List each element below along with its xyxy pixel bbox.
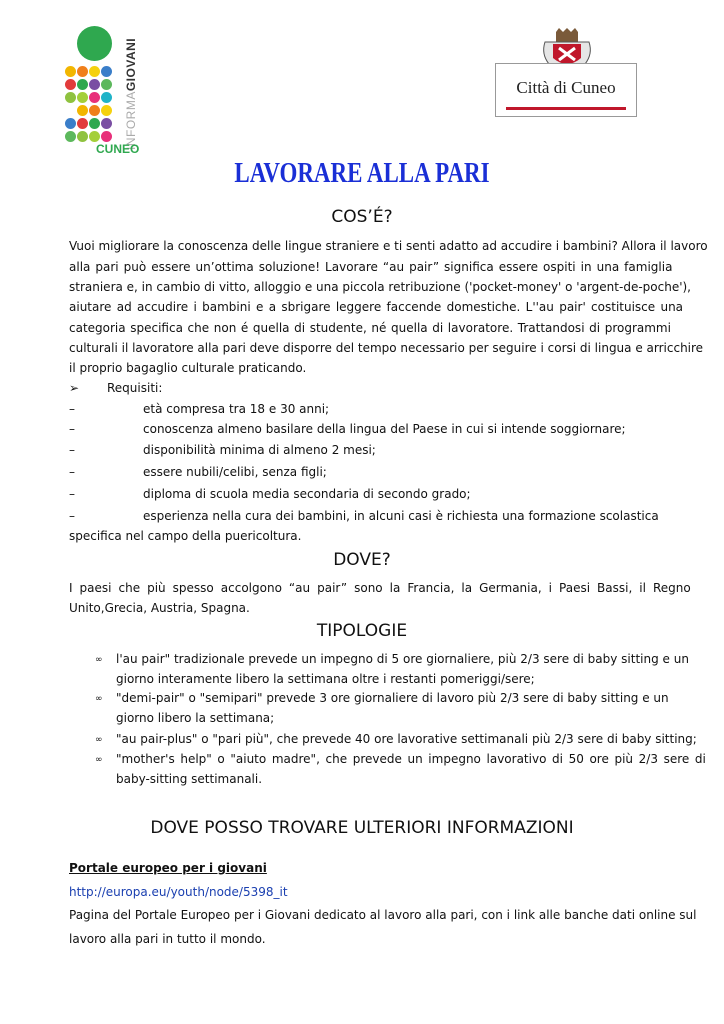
logo-dot bbox=[89, 118, 100, 129]
dove-line: I paesi che più spesso accolgono “au pair” sono la Francia, la Germania, i Paesi Bassi, il Regno bbox=[69, 581, 691, 595]
logo-dot bbox=[89, 92, 100, 103]
page-title: LAVORARE ALLA PARI bbox=[234, 158, 490, 189]
infinity-bullet-icon: ∞ bbox=[95, 655, 103, 665]
logo-dot bbox=[65, 92, 76, 103]
dash-icon: – bbox=[69, 487, 75, 501]
citta-logo-bar bbox=[506, 107, 626, 110]
logo-dot bbox=[77, 92, 88, 103]
tipologia-line: giorno libero la settimana; bbox=[116, 711, 275, 725]
logo-dot bbox=[65, 66, 76, 77]
logo-dot bbox=[65, 131, 76, 142]
section-heading-cose: COS’É? bbox=[331, 207, 393, 227]
requisito-item: età compresa tra 18 e 30 anni; bbox=[143, 402, 330, 416]
tipologia-line: l'au pair" tradizionale prevede un impegno di 5 ore giornaliere, più 2/3 sere di baby sitting e un bbox=[116, 652, 689, 666]
section-heading-tipologie: TIPOLOGIE bbox=[316, 621, 408, 641]
logo-dot bbox=[101, 92, 112, 103]
dove-line: Unito,Grecia, Austria, Spagna. bbox=[69, 601, 250, 615]
infinity-bullet-icon: ∞ bbox=[95, 755, 103, 765]
intro-line: culturali il lavoratore alla pari deve disporre del tempo necessario per seguire i corsi di lingua e arricchire bbox=[69, 341, 704, 355]
infinity-bullet-icon: ∞ bbox=[95, 694, 103, 704]
tipologia-line: baby-sitting settimanali. bbox=[116, 772, 263, 786]
intro-line: il proprio bagaglio culturale praticando. bbox=[69, 361, 307, 375]
logo-dot bbox=[101, 131, 112, 142]
requisito-continuation: specifica nel campo della puericoltura. bbox=[69, 529, 302, 543]
logo-dot bbox=[65, 79, 76, 90]
requisito-item: conoscenza almeno basilare della lingua del Paese in cui si intende soggiornare; bbox=[143, 422, 626, 436]
section-heading-dove: DOVE? bbox=[333, 550, 391, 570]
logo-dot bbox=[101, 79, 112, 90]
logo-dot bbox=[77, 105, 88, 116]
dash-icon: – bbox=[69, 443, 75, 457]
portal-desc-line: Pagina del Portale Europeo per i Giovani dedicato al lavoro alla pari, con i link alle banche dati online sul bbox=[69, 908, 697, 922]
intro-line: alla pari può essere un’ottima soluzione! Lavorare “au pair” significa essere ospiti in una famiglia bbox=[69, 260, 673, 274]
logo-dot bbox=[77, 66, 88, 77]
infinity-bullet-icon: ∞ bbox=[95, 735, 103, 745]
citta-logo-box bbox=[495, 63, 637, 117]
dash-icon: – bbox=[69, 509, 75, 523]
requisito-item: esperienza nella cura dei bambini, in alcuni casi è richiesta una formazione scolastica bbox=[143, 509, 659, 523]
intro-line: aiutare ad accudire i bambini e a sbrigare leggere faccende domestiche. L''au pair' costituisce una bbox=[69, 300, 684, 314]
citta-logo-text: Città di Cuneo bbox=[516, 78, 616, 97]
tipologia-line: "mother's help" o "aiuto madre", che prevede un impegno lavorativo di 50 ore più 2/3 sere di bbox=[116, 752, 706, 766]
section-heading-info: DOVE POSSO TROVARE ULTERIORI INFORMAZIONI bbox=[150, 818, 574, 838]
requisito-item: disponibilità minima di almeno 2 mesi; bbox=[143, 443, 376, 457]
intro-line: categoria specifica che non é quella di studente, né quella di lavoratore. Trattandosi di programmi bbox=[69, 321, 671, 335]
logo-dot bbox=[89, 105, 100, 116]
tipologia-line: "au pair-plus" o "pari più", che prevede 40 ore lavorative settimanali più 2/3 sere di baby sitting; bbox=[116, 732, 697, 746]
logo-dot bbox=[77, 79, 88, 90]
logo-cuneo-text: CUNEO bbox=[96, 142, 140, 156]
logo-dot bbox=[65, 118, 76, 129]
intro-line: Vuoi migliorare la conoscenza delle lingue straniere e ti senti adatto ad accudire i bambini? Allora il lavoro bbox=[69, 239, 708, 253]
logo-dot bbox=[89, 79, 100, 90]
requisito-item: diploma di scuola media secondaria di secondo grado; bbox=[143, 487, 471, 501]
dash-icon: – bbox=[69, 465, 75, 479]
arrow-bullet-icon: ➢ bbox=[69, 381, 80, 395]
portal-title: Portale europeo per i giovani bbox=[69, 861, 267, 875]
logo-dot bbox=[77, 118, 88, 129]
dash-icon: – bbox=[69, 422, 75, 436]
logo-vertical-text: INFORMAGIOVANI bbox=[124, 37, 138, 150]
dash-icon: – bbox=[69, 402, 75, 416]
intro-line: straniera e, in cambio di vitto, alloggio e una piccola retribuzione ('pocket-money' o 'argent-de-poche'), bbox=[69, 280, 691, 294]
logo-dot bbox=[101, 66, 112, 77]
requisito-item: essere nubili/celibi, senza figli; bbox=[143, 465, 327, 479]
tipologia-line: giorno interamente libero la settimana oltre i restanti pomeriggi/sere; bbox=[116, 672, 535, 686]
portal-desc-line: lavoro alla pari in tutto il mondo. bbox=[69, 932, 266, 946]
portal-link[interactable]: http://europa.eu/youth/node/5398_it bbox=[69, 885, 288, 899]
logo-dot bbox=[101, 118, 112, 129]
requisiti-label: Requisiti: bbox=[107, 381, 163, 395]
logo-big-dot bbox=[77, 26, 112, 61]
logo-dot bbox=[89, 131, 100, 142]
logo-dot bbox=[77, 131, 88, 142]
logo-dot bbox=[101, 105, 112, 116]
logo-dot bbox=[89, 66, 100, 77]
tipologia-line: "demi-pair" o "semipari" prevede 3 ore giornaliere di lavoro più 2/3 sere di baby sitting e un bbox=[116, 691, 669, 705]
